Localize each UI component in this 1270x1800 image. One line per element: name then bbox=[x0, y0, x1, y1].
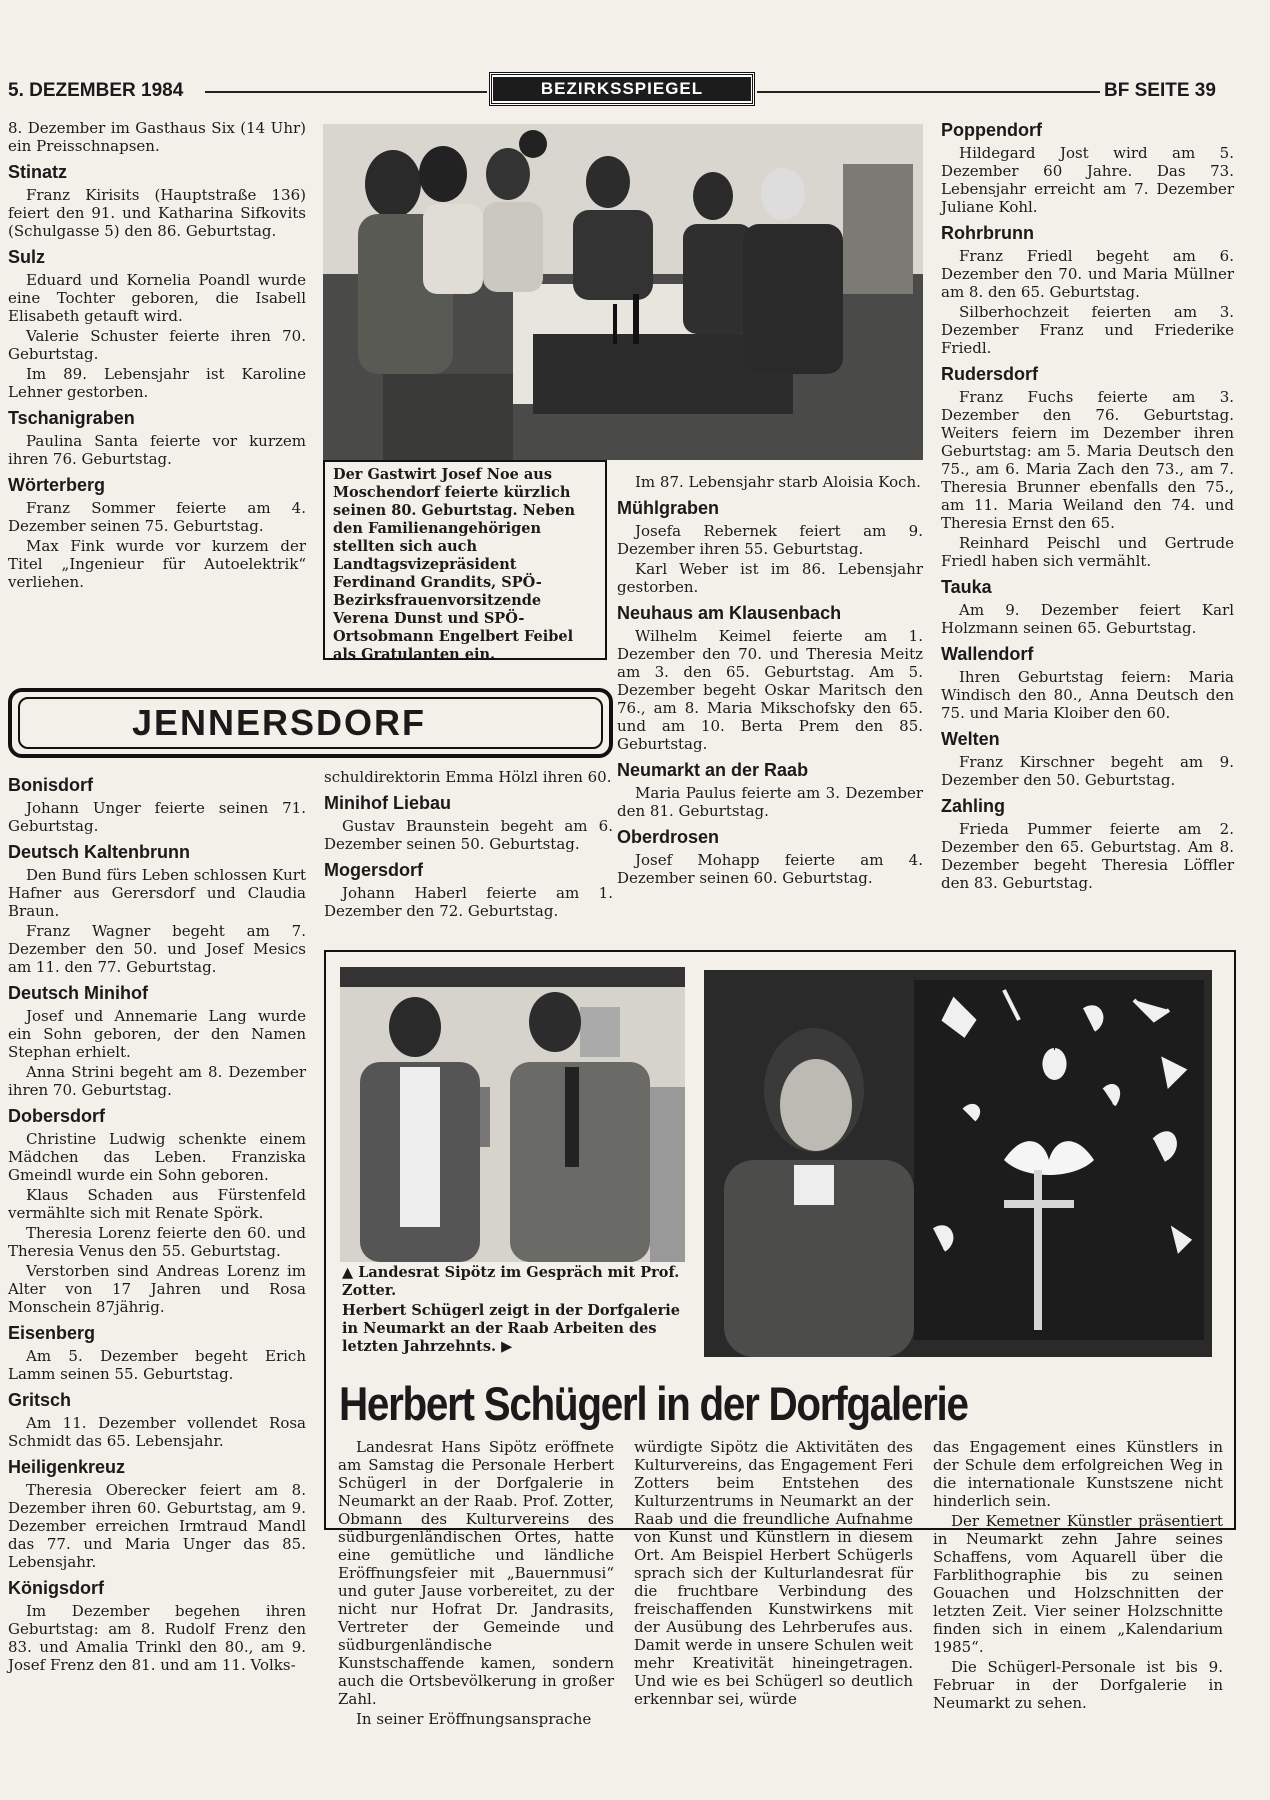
news-paragraph: Am 5. Dezember begeht Erich Lamm seinen 55. Geburtstag. bbox=[8, 1347, 306, 1383]
article-column-1 bbox=[338, 1438, 614, 1730]
news-paragraph: Eduard und Kornelia Poandl wurde eine Tochter geboren, die Isabell Elisabeth getauft wird. bbox=[8, 271, 306, 325]
region-banner bbox=[8, 688, 613, 758]
place-heading: Gritsch bbox=[8, 1390, 72, 1410]
family-photo-caption: Der Gastwirt Josef Noe aus Moschendorf feierte kürzlich seinen 80. Geburtstag. Neben den Familienangehörigen stellten sich auch Landtagsvizepräsident Ferdinand Grandits, SPÖ-Bezirksfrauenvorsitzende Verena Dunst und SPÖ-Ortsobmann Engelbert Feibel als Gratulanten ein. bbox=[323, 460, 607, 660]
place-heading: Königsdorf bbox=[8, 1578, 104, 1598]
place-heading: Tauka bbox=[941, 577, 992, 597]
news-paragraph: Gustav Braunstein begeht am 6. Dezember seinen 50. Geburtstag. bbox=[324, 817, 613, 853]
page-number: BF SEITE 39 bbox=[1104, 80, 1216, 101]
place-heading: Mogersdorf bbox=[324, 860, 423, 880]
news-paragraph: Maria Paulus feierte am 3. Dezember den 81. Geburtstag. bbox=[617, 784, 923, 820]
news-paragraph: Josef Mohapp feierte am 4. Dezember seinen 60. Geburtstag. bbox=[617, 851, 923, 887]
news-paragraph: würdigte Sipötz die Aktivitäten des Kulturvereins, das Engagement Feri Zotters beim Entstehen des Kulturzentrums in Neumarkt an der Raab und die freundliche Aufnahme von Kunst und Künstlern in diesem Ort. Am Beispiel Herbert Schügerls sprach sich der Kulturlandesrat für die fruchtbare Verbindung des freischaffenden Kunstwirkens mit der Ausübung des Lehrberufes aus. Damit werde in unsere Schulen weit mehr Kreativität hineingetragen. Und wie es bei Schügerl so deutlich erkennbar sei, würde bbox=[634, 1438, 913, 1708]
place-heading: Deutsch Minihof bbox=[8, 983, 148, 1003]
place-heading: Heiligenkreuz bbox=[8, 1457, 126, 1477]
news-paragraph: Die Schügerl-Personale ist bis 9. Februar in der Dorfgalerie in Neumarkt zu sehen. bbox=[933, 1658, 1223, 1712]
place-heading: Poppendorf bbox=[941, 120, 1042, 140]
section-masthead bbox=[489, 72, 755, 106]
article-column-2 bbox=[634, 1438, 913, 1710]
news-paragraph: 8. Dezember im Gasthaus Six (14 Uhr) ein Preisschnapsen. bbox=[8, 119, 306, 155]
place-heading: Neuhaus am Klausenbach bbox=[617, 603, 842, 623]
place-heading: Eisenberg bbox=[8, 1323, 96, 1343]
column-1-bottom bbox=[8, 768, 306, 1676]
news-paragraph: das Engagement eines Künstlers in der Schule dem erfolgreichen Weg in die internationale Kunstszene nicht hinderlich sein. bbox=[933, 1438, 1223, 1510]
place-heading: Rudersdorf bbox=[941, 364, 1039, 384]
news-paragraph: Silberhochzeit feierten am 3. Dezember Franz und Friederike Friedl. bbox=[941, 303, 1234, 357]
column-1-top bbox=[8, 119, 306, 593]
news-paragraph: Franz Sommer feierte am 4. Dezember seinen 75. Geburtstag. bbox=[8, 499, 306, 535]
meeting-photo bbox=[340, 967, 685, 1262]
place-heading: Neumarkt an der Raab bbox=[617, 760, 809, 780]
news-paragraph: schuldirektorin Emma Hölzl ihren 60. bbox=[324, 768, 612, 786]
header-rule-left bbox=[205, 91, 487, 93]
news-paragraph: Josef und Annemarie Lang wurde ein Sohn geboren, der den Namen Stephan erhielt. bbox=[8, 1007, 306, 1061]
news-paragraph: Reinhard Peischl und Gertrude Friedl haben sich vermählt. bbox=[941, 534, 1234, 570]
family-photo bbox=[323, 124, 923, 460]
place-heading: Bonisdorf bbox=[8, 775, 93, 795]
news-paragraph: Karl Weber ist im 86. Lebensjahr gestorben. bbox=[617, 560, 923, 596]
news-paragraph: Paulina Santa feierte vor kurzem ihren 76. Geburtstag. bbox=[8, 432, 306, 468]
place-heading: Oberdrosen bbox=[617, 827, 720, 847]
news-paragraph: Theresia Lorenz feierte den 60. und Theresia Venus den 55. Geburtstag. bbox=[8, 1224, 306, 1260]
news-paragraph: Am 11. Dezember vollendet Rosa Schmidt das 65. Lebensjahr. bbox=[8, 1414, 306, 1450]
news-paragraph: Frieda Pummer feierte am 2. Dezember den 65. Geburtstag. Am 8. Dezember begeht Theresia Löffler den 83. Geburtstag. bbox=[941, 820, 1234, 892]
place-heading: Minihof Liebau bbox=[324, 793, 451, 813]
meeting-photo-image bbox=[340, 967, 685, 1262]
news-paragraph: In seiner Eröffnungsansprache bbox=[356, 1710, 592, 1728]
column-4 bbox=[941, 113, 1234, 894]
article-headline: Herbert Schügerl in der Dorfgalerie bbox=[339, 1377, 968, 1430]
news-paragraph: Valerie Schuster feierte ihren 70. Geburtstag. bbox=[8, 327, 306, 363]
place-heading: Stinatz bbox=[8, 162, 68, 182]
news-paragraph: Johann Unger feierte seinen 71. Geburtstag. bbox=[8, 799, 306, 835]
place-heading: Wörterberg bbox=[8, 475, 106, 495]
news-paragraph: Klaus Schaden aus Fürstenfeld vermählte sich mit Renate Spörk. bbox=[8, 1186, 306, 1222]
news-paragraph: Anna Strini begeht am 8. Dezember ihren 70. Geburtstag. bbox=[8, 1063, 306, 1099]
place-heading: Zahling bbox=[941, 796, 1005, 816]
column-2-bottom bbox=[324, 768, 613, 922]
news-paragraph: Theresia Oberecker feiert am 8. Dezember ihren 60. Geburtstag, am 9. Dezember erreichen Irmtraud Mandl das 77. und Maria Unger das 85. Lebensjahr. bbox=[8, 1481, 306, 1571]
place-heading: Rohrbrunn bbox=[941, 223, 1034, 243]
article-column-3 bbox=[933, 1438, 1223, 1714]
place-heading: Tschanigraben bbox=[8, 408, 135, 428]
place-heading: Dobersdorf bbox=[8, 1106, 106, 1126]
news-paragraph: Den Bund fürs Leben schlossen Kurt Hafner aus Gerersdorf und Claudia Braun. bbox=[8, 866, 306, 920]
news-paragraph: Im 87. Lebensjahr starb Aloisia Koch. bbox=[635, 473, 921, 491]
news-paragraph: Der Kemetner Künstler präsentiert in Neumarkt zehn Jahre seines Schaffens, vom Aquarell über die Farblithographie bis zu seinen Gouachen und Holzschnitten der letzten Zeit. Vier seiner Holzschnitte finden sich in einem „Kalendarium 1985“. bbox=[933, 1512, 1223, 1656]
news-paragraph: Franz Wagner begeht am 7. Dezember den 50. und Josef Mesics am 11. den 77. Geburtstag. bbox=[8, 922, 306, 976]
news-paragraph: Landesrat Hans Sipötz eröffnete am Samstag die Personale Herbert Schügerl in der Dorfgalerie in Neumarkt an der Raab. Prof. Zotter, Obmann des Kulturvereins des südburgenländischen Ortes, hatte eine gemütliche und ländliche Eröffnungsfeier mit „Bauernmusi“ und guter Jause vorbereitet, zu der nicht nur Hofrat Dr. Jandrasits, Vertreter der Gemeinde und südburgenländische Kunstschaffende kamen, sondern auch die Ortsbevölkerung in großer Zahl. bbox=[338, 1438, 614, 1708]
section-title: BEZIRKSSPIEGEL bbox=[493, 77, 751, 101]
meeting-photo-caption: ▲ Landesrat Sipötz im Gespräch mit Prof. Zotter. bbox=[342, 1264, 680, 1299]
artist-photo-image bbox=[704, 970, 1212, 1357]
place-heading: Wallendorf bbox=[941, 644, 1034, 664]
news-paragraph: Im 89. Lebensjahr ist Karoline Lehner gestorben. bbox=[8, 365, 306, 401]
column-3-top bbox=[617, 473, 923, 889]
region-title: JENNERSDORF bbox=[132, 702, 427, 743]
news-paragraph: Christine Ludwig schenkte einem Mädchen das Leben. Franziska Gmeindl wurde ein Sohn geboren. bbox=[8, 1130, 306, 1184]
news-paragraph: Wilhelm Keimel feierte am 1. Dezember den 70. und Theresia Meitz am 3. den 65. Geburtstag. Am 5. Dezember begeht Oskar Maritsch den 76., am 8. Maria Mikschofsky den 65. und am 10. Berta Prem den 85. Geburtstag. bbox=[617, 627, 923, 753]
news-paragraph: Franz Kirschner begeht am 9. Dezember den 50. Geburtstag. bbox=[941, 753, 1234, 789]
news-paragraph: Ihren Geburtstag feiern: Maria Windisch den 80., Anna Deutsch den 75. und Maria Kloiber den 60. bbox=[941, 668, 1234, 722]
news-paragraph: Im Dezember begehen ihren Geburtstag: am 8. Rudolf Frenz den 83. und Amalia Trinkl den 80., am 9. Josef Frenz den 81. und am 11. Volks- bbox=[8, 1602, 306, 1674]
news-paragraph: Am 9. Dezember feiert Karl Holzmann seinen 65. Geburtstag. bbox=[941, 601, 1234, 637]
place-heading: Deutsch Kaltenbrunn bbox=[8, 842, 191, 862]
news-paragraph: Verstorben sind Andreas Lorenz im Alter von 17 Jahren und Rosa Monschein 87jährig. bbox=[8, 1262, 306, 1316]
place-heading: Mühlgraben bbox=[617, 498, 719, 518]
family-photo-image bbox=[323, 124, 923, 460]
news-paragraph: Franz Kirisits (Hauptstraße 136) feiert den 91. und Katharina Sifkovits (Schulgasse 5) den 86. Geburtstag. bbox=[8, 186, 306, 240]
header-rule-right bbox=[757, 91, 1100, 93]
news-paragraph: Hildegard Jost wird am 5. Dezember 60 Jahre. Das 73. Lebensjahr erreicht am 7. Dezember Juliane Kohl. bbox=[941, 144, 1234, 216]
news-paragraph: Franz Fuchs feierte am 3. Dezember den 76. Geburtstag. Weiters feiern im Dezember ihren Geburtstag: am 5. Maria Deutsch den 75., am 6. Maria Zach den 73., am 7. Theresia Brunner ebenfalls den 75., am 11. Maria Weiland den 74. und Theresia Ernst den 65. bbox=[941, 388, 1234, 532]
artist-photo-caption: Herbert Schügerl zeigt in der Dorfgalerie in Neumarkt an der Raab Arbeiten des letzten Jahrzehnts. ▶ bbox=[342, 1302, 681, 1355]
news-paragraph: Franz Friedl begeht am 6. Dezember den 70. und Maria Müllner am 8. den 65. Geburtstag. bbox=[941, 247, 1234, 301]
place-heading: Sulz bbox=[8, 247, 46, 267]
news-paragraph: Josefa Rebernek feiert am 9. Dezember ihren 55. Geburtstag. bbox=[617, 522, 923, 558]
news-paragraph: Max Fink wurde vor kurzem der Titel „Ingenieur für Autoelektrik“ verliehen. bbox=[8, 537, 306, 591]
news-paragraph: Johann Haberl feierte am 1. Dezember den 72. Geburtstag. bbox=[324, 884, 613, 920]
place-heading: Welten bbox=[941, 729, 1000, 749]
issue-date: 5. DEZEMBER 1984 bbox=[8, 80, 184, 101]
artist-photo bbox=[704, 970, 1212, 1357]
